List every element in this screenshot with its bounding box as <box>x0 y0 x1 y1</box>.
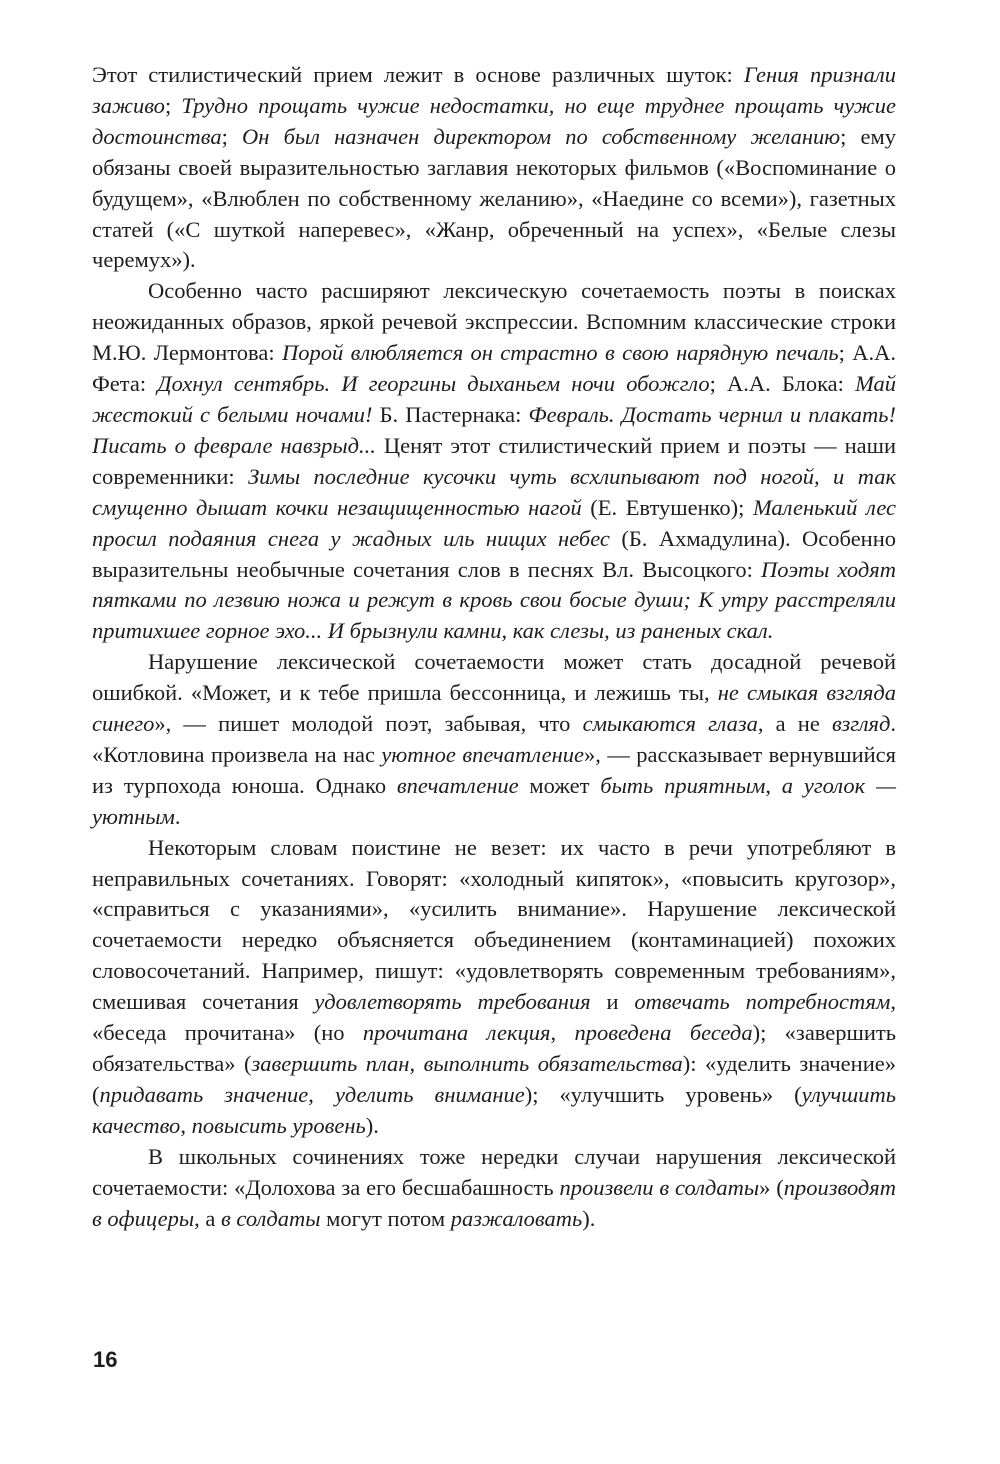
paragraph-1 <box>92 60 896 276</box>
italic-run: Февраль. Достать чернил и плакать! Писать о феврале навзрыд... <box>92 401 896 458</box>
italic-run: впечатление <box>396 772 519 798</box>
italic-run: а уголок — уютным <box>92 772 896 829</box>
text-run: В школьных сочинениях тоже нередки случаи нарушения лексической сочетаемости: «Долохова за его бесшабашность <box>92 1143 896 1200</box>
text-run: ; <box>221 123 243 149</box>
italic-run: Трудно прощать чужие недостатки, но еще труднее прощать чужие достоинства <box>92 92 896 149</box>
text-run: (Б. Ахмадулина). Особенно выразительны необычные сочетания слов в песнях Вл. Высоцкого: <box>92 525 897 582</box>
text-run: Некоторым словам поистине не везет: их часто в речи употребляют в неправильных сочетаниях. Говорят: «холодный кипяток», «повысить кругозор», «справиться с указаниями», «усилить внимание». Нарушение лексической сочетаемости нередко объясняется объединением (контаминацией) похожих словосочетаний. Например, пишут: «удовлетворять современным требованиям», смешивая сочетания <box>92 834 896 1015</box>
text-run: , а не <box>757 711 832 737</box>
text-run: , <box>765 772 782 798</box>
text-run: , <box>180 1112 192 1138</box>
text-run: , «беседа прочитана» (но <box>92 989 896 1046</box>
text-run: Ценят этот стилистический прием и поэты — наши современники: <box>92 432 896 489</box>
text-run: и <box>590 989 635 1015</box>
italic-run: повысить уровень <box>191 1112 366 1138</box>
italic-run: завершить план <box>251 1051 410 1076</box>
italic-run: Май жестокий с белыми ночами! <box>92 371 896 427</box>
italic-run: Порой влюбляется он страстно в свою нарядную печаль <box>281 340 839 366</box>
italic-run: не смыкая взгляда синего <box>92 680 896 737</box>
text-run: , <box>550 1020 575 1046</box>
italic-run: прочитана лекция <box>362 1020 551 1046</box>
text-run: », — рассказывает вернувшийся из турпохода юноша. Однако <box>92 741 896 798</box>
text-run: ; А.А. Фета: <box>92 340 896 397</box>
text-run: ). <box>582 1205 596 1231</box>
text-run: , <box>308 1081 335 1107</box>
italic-run: отвечать потребностям <box>634 989 891 1015</box>
italic-run: проведена беседа <box>574 1020 753 1046</box>
text-run: » ( <box>759 1174 784 1200</box>
text-run: могут потом <box>320 1205 451 1231</box>
italic-run: в солдаты <box>221 1205 321 1231</box>
text-run: (Е. Евтушенко); <box>581 494 753 520</box>
italic-run: Дохнул сентябрь. И георгины дыханьем ночи обожгло <box>157 371 710 397</box>
text-run: ; <box>164 92 182 118</box>
italic-run: уютное впечатление <box>381 741 585 767</box>
text-run: , а <box>194 1205 222 1231</box>
italic-run: Поэты ходят пятками по лезвию ножа и режут в кровь свои босые души; К утру расстреляли притихшее горное эхо... И брызнули камни, как слезы, из раненых скал. <box>92 556 896 644</box>
italic-run: Зимы последние кусочки чуть всхлипывают под ногой, и так смущенно дышат кочки незащищенностью нагой <box>92 463 897 520</box>
text-run: ); «улучшить уровень» ( <box>524 1081 802 1107</box>
italic-run: взгляд <box>831 711 891 737</box>
text-run: Б. Пастернака: <box>372 401 529 427</box>
italic-run: выполнить обязательства <box>423 1051 683 1076</box>
text-run: . «Котловина произвела на нас <box>92 711 896 767</box>
italic-run: придавать значение <box>99 1081 309 1107</box>
text-run: Этот стилистический прием лежит в основе различных шуток: <box>92 62 744 87</box>
page-body <box>92 60 896 1234</box>
paragraph-4 <box>92 833 896 1142</box>
text-run: Нарушение лексической сочетаемости может стать досадной речевой ошибкой. «Может, и к тебе пришла бессонница, и лежишь ты, <box>92 649 896 706</box>
text-run: ); «завершить обязательства» ( <box>92 1020 896 1076</box>
italic-run: смыкаются глаза <box>582 711 758 737</box>
text-run: », — пишет молодой поэт, забывая, что <box>154 711 583 737</box>
italic-run: уделить внимание <box>334 1081 525 1107</box>
paragraph-3 <box>92 647 896 832</box>
italic-run: произвели в солдаты <box>559 1174 760 1200</box>
text-run: Особенно часто расширяют лексическую сочетаемость поэты в поисках неожиданных образов, яркой речевой экспрессии. Вспомним классические строки М.Ю. Лермонтова: <box>92 278 896 366</box>
italic-run: производят в офицеры <box>92 1174 896 1231</box>
text-run: ; ему обязаны своей выразительностью заглавия некоторых фильмов («Воспоминание о будущем», «Влюблен по собственному желанию», «Наедине со всеми»), газетных статей («С шуткой наперевес», «Жанр, обреченный на успех», «Белые слезы черемух»). <box>92 123 896 273</box>
text-run: , <box>409 1051 424 1076</box>
page-number: 16 <box>93 1347 118 1372</box>
italic-run: разжаловать <box>450 1205 583 1231</box>
text-run: может <box>518 772 601 798</box>
italic-run: Он был назначен директором по собственному желанию <box>242 123 841 149</box>
paragraph-2 <box>92 276 896 647</box>
text-run: ; А.А. Блока: <box>709 371 856 397</box>
italic-run: улучшить качество <box>92 1081 896 1138</box>
italic-run: быть приятным <box>600 772 766 798</box>
italic-run: Гения признали заживо <box>92 62 896 118</box>
text-run: ): «уделить значение» ( <box>92 1051 896 1107</box>
paragraph-5 <box>92 1142 896 1235</box>
italic-run: удовлетворять требования <box>314 989 591 1015</box>
text-run: ). <box>365 1112 379 1138</box>
text-run: . <box>174 803 181 829</box>
italic-run: Маленький лес просил подаяния снега у жадных иль нищих небес <box>92 494 896 551</box>
